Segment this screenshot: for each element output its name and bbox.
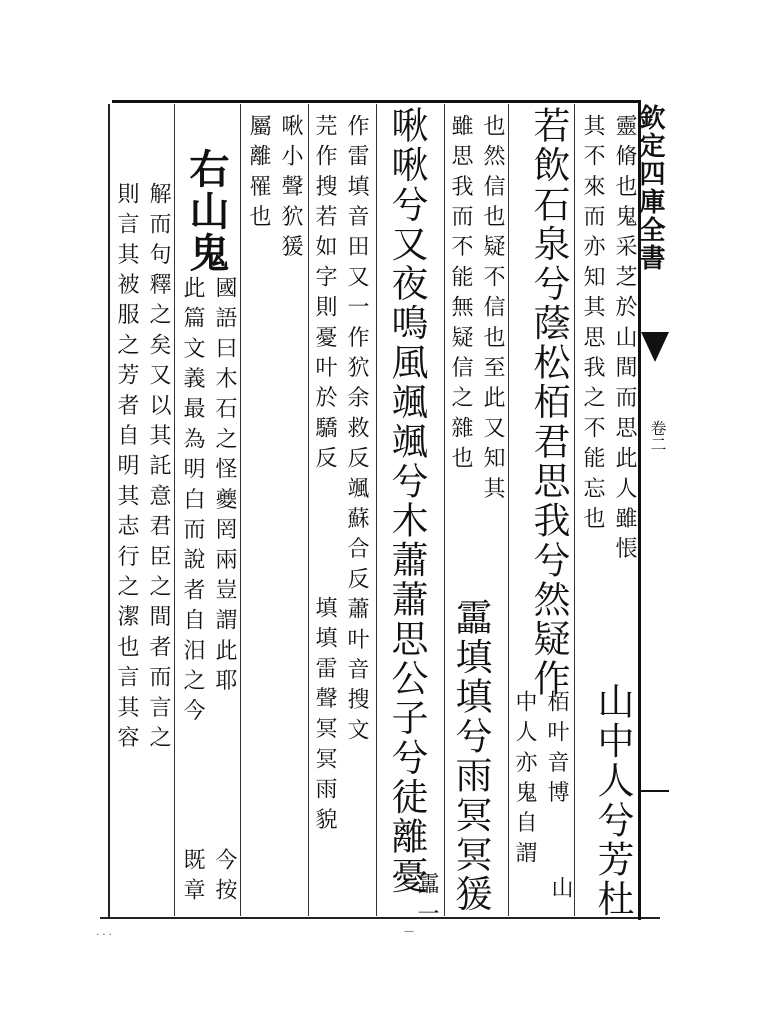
margin-divider: [641, 790, 669, 792]
text-column: 靈脩也鬼采芝於山間而思此人雖悵: [612, 114, 637, 567]
text-column: 芫作搜若如字則憂叶於驕反: [312, 114, 337, 477]
text-column: 若飲石泉兮蔭松栢君思我兮然疑作: [527, 106, 570, 699]
text-column: 屬離罹也: [246, 114, 271, 235]
column-rule: [174, 104, 175, 916]
column-rule: [240, 104, 241, 916]
text-column: 今按: [212, 848, 237, 909]
text-column: 山中人兮芳杜: [591, 682, 634, 919]
text-column: 山: [548, 876, 573, 907]
text-column: 其不來而亦知其思我之不能忘也: [580, 114, 605, 537]
text-column: 國語曰木石之怪夔罔兩豈謂此耶: [212, 276, 237, 699]
column-rule: [508, 104, 509, 916]
text-column: 既章: [180, 848, 205, 909]
text-column: 此篇文義最為明白而說者自汨之今: [180, 276, 205, 729]
text-column: 啾小聲狖猨: [278, 114, 303, 265]
column-rule: [376, 104, 377, 916]
text-column: 中人亦鬼自謂: [512, 690, 537, 872]
left-border-rule: [108, 104, 110, 918]
text-column: 雖思我而不能無疑信之雜也: [448, 114, 473, 477]
text-column: 則言其被服之芳者自明其志行之潔也言其容: [114, 182, 139, 756]
text-column: 栢叶音博: [544, 690, 569, 811]
text-column: 填填雷聲冥冥雨貌: [312, 596, 337, 838]
section-title: 右山鬼: [183, 148, 230, 274]
text-column: 作雷填音田又一作狖余救反颯蘇合反蕭叶音搜文: [344, 114, 369, 749]
column-rule: [574, 104, 575, 916]
juan-number: 卷二: [648, 420, 667, 452]
text-column: 靁一: [414, 872, 439, 933]
top-border-rule: [112, 100, 640, 103]
bottom-border-rule: [100, 917, 660, 919]
column-rule: [308, 104, 309, 916]
fish-tail-mark: [641, 332, 669, 362]
book-title: 欽定四庫全書: [635, 104, 665, 272]
text-column: 啾啾兮又夜鳴風颯颯兮木蕭蕭思公子兮徒離憂: [385, 106, 428, 896]
print-mark: —: [404, 926, 414, 937]
text-column: 解而句釋之矣又以其託意君臣之間者而言之: [146, 182, 171, 756]
text-column: 靁填填兮雨冥冥猨: [449, 598, 492, 914]
print-mark: · · ·: [96, 930, 112, 941]
text-column: 也然信也疑不信也至此又知其: [480, 114, 505, 507]
column-rule: [444, 104, 445, 916]
